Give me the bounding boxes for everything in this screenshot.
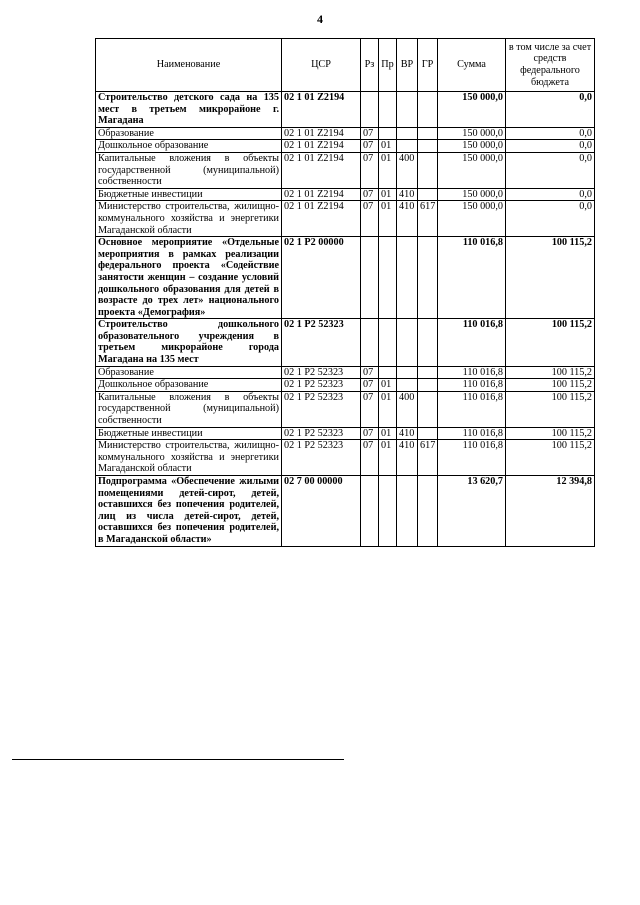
cell-name: Бюджетные инвестиции [96,427,282,440]
cell-vr [397,140,418,153]
cell-pr [379,476,397,547]
cell-rz: 07 [361,127,379,140]
table-row [96,237,595,319]
page-number: 4 [317,12,323,26]
cell-vr [397,379,418,392]
cell-gr: 617 [418,201,438,237]
cell-rz: 07 [361,188,379,201]
cell-vr [397,92,418,128]
cell-gr [418,127,438,140]
cell-gr [418,188,438,201]
table-body [96,92,595,547]
cell-name: Министерство строительства, жилищно-коммунального хозяйства и энергетики Магаданской области [96,201,282,237]
cell-gr [418,427,438,440]
table-row [96,127,595,140]
cell-federal: 0,0 [506,188,595,201]
cell-sum: 110 016,8 [438,366,506,379]
cell-rz: 07 [361,391,379,427]
cell-sum: 150 000,0 [438,127,506,140]
cell-pr: 01 [379,379,397,392]
cell-rz: 07 [361,366,379,379]
cell-csr: 02 1 P2 52323 [282,440,361,476]
cell-vr: 410 [397,440,418,476]
cell-federal: 100 115,2 [506,366,595,379]
cell-vr: 410 [397,427,418,440]
footnote-divider [12,759,344,760]
cell-pr [379,237,397,319]
cell-csr: 02 1 01 Z2194 [282,92,361,128]
cell-name: Министерство строительства, жилищно-коммунального хозяйства и энергетики Магаданской области [96,440,282,476]
cell-name: Основное мероприятие «Отдельные мероприятия в рамках реализации федерального проекта «Содействие занятости женщин – создание условий дошкольного образования для детей в возрасте до трех лет» национального проекта «Демография» [96,237,282,319]
header-rz: Рз [361,39,379,92]
cell-name: Дошкольное образование [96,379,282,392]
cell-csr: 02 1 01 Z2194 [282,201,361,237]
table-header-row [96,39,595,92]
cell-rz: 07 [361,152,379,188]
cell-csr: 02 1 P2 52323 [282,379,361,392]
budget-table [95,38,595,547]
cell-vr: 410 [397,201,418,237]
cell-sum: 150 000,0 [438,188,506,201]
cell-gr [418,391,438,427]
cell-federal: 100 115,2 [506,237,595,319]
table-row [96,188,595,201]
cell-sum: 110 016,8 [438,237,506,319]
cell-pr: 01 [379,140,397,153]
cell-pr: 01 [379,427,397,440]
cell-pr: 01 [379,391,397,427]
cell-federal: 0,0 [506,140,595,153]
cell-rz: 07 [361,140,379,153]
cell-vr [397,237,418,319]
cell-rz [361,92,379,128]
table-row [96,379,595,392]
cell-csr: 02 1 01 Z2194 [282,152,361,188]
cell-csr: 02 1 P2 52323 [282,391,361,427]
header-name: Наименование [96,39,282,92]
cell-vr: 400 [397,152,418,188]
table-row [96,476,595,547]
table-row [96,319,595,366]
table-row [96,427,595,440]
cell-csr: 02 1 P2 00000 [282,237,361,319]
cell-csr: 02 1 01 Z2194 [282,140,361,153]
cell-sum: 110 016,8 [438,440,506,476]
table-row [96,440,595,476]
header-pr: Пр [379,39,397,92]
cell-name: Капитальные вложения в объекты государственной (муниципальной) собственности [96,152,282,188]
cell-name: Образование [96,127,282,140]
cell-gr [418,237,438,319]
cell-name: Бюджетные инвестиции [96,188,282,201]
cell-federal: 0,0 [506,152,595,188]
cell-rz: 07 [361,440,379,476]
cell-pr: 01 [379,188,397,201]
cell-federal: 100 115,2 [506,440,595,476]
cell-pr [379,366,397,379]
cell-federal: 0,0 [506,92,595,128]
cell-csr: 02 1 P2 52323 [282,366,361,379]
cell-csr: 02 1 01 Z2194 [282,188,361,201]
cell-rz: 07 [361,201,379,237]
cell-name: Дошкольное образование [96,140,282,153]
cell-vr: 400 [397,391,418,427]
cell-sum: 110 016,8 [438,319,506,366]
cell-federal: 0,0 [506,127,595,140]
cell-sum: 110 016,8 [438,379,506,392]
header-sum: Сумма [438,39,506,92]
cell-sum: 150 000,0 [438,152,506,188]
cell-gr: 617 [418,440,438,476]
cell-name: Образование [96,366,282,379]
cell-name: Капитальные вложения в объекты государственной (муниципальной) собственности [96,391,282,427]
cell-sum: 13 620,7 [438,476,506,547]
cell-sum: 110 016,8 [438,427,506,440]
cell-federal: 12 394,8 [506,476,595,547]
cell-vr [397,319,418,366]
cell-rz: 07 [361,379,379,392]
cell-rz [361,237,379,319]
cell-csr: 02 1 P2 52323 [282,427,361,440]
header-csr: ЦСР [282,39,361,92]
cell-vr [397,127,418,140]
cell-pr: 01 [379,440,397,476]
cell-gr [418,366,438,379]
cell-sum: 150 000,0 [438,201,506,237]
table-row [96,152,595,188]
cell-name: Строительство дошкольного образовательного учреждения в третьем микрорайоне города Магадана на 135 мест [96,319,282,366]
table-row [96,140,595,153]
cell-pr [379,92,397,128]
cell-pr: 01 [379,152,397,188]
cell-federal: 0,0 [506,201,595,237]
table-row [96,201,595,237]
cell-federal: 100 115,2 [506,319,595,366]
cell-csr: 02 7 00 00000 [282,476,361,547]
cell-pr [379,127,397,140]
cell-vr [397,476,418,547]
cell-gr [418,379,438,392]
table-row [96,366,595,379]
header-federal: в том числе за счет средств федерального бюджета [506,39,595,92]
cell-csr: 02 1 P2 52323 [282,319,361,366]
cell-sum: 150 000,0 [438,92,506,128]
cell-vr [397,366,418,379]
table-row [96,92,595,128]
cell-rz [361,319,379,366]
cell-gr [418,476,438,547]
cell-pr [379,319,397,366]
table-row [96,391,595,427]
cell-pr: 01 [379,201,397,237]
cell-sum: 110 016,8 [438,391,506,427]
cell-rz [361,476,379,547]
cell-gr [418,319,438,366]
header-vr: ВР [397,39,418,92]
header-gr: ГР [418,39,438,92]
cell-csr: 02 1 01 Z2194 [282,127,361,140]
cell-sum: 150 000,0 [438,140,506,153]
cell-gr [418,152,438,188]
cell-name: Подпрограмма «Обеспечение жилыми помещениями детей-сирот, детей, оставшихся без попечения родителей, лиц из числа детей-сирот, детей, оставшихся без попечения родителей, в Магаданской области» [96,476,282,547]
cell-name: Строительство детского сада на 135 мест в третьем микрорайоне г. Магадана [96,92,282,128]
cell-federal: 100 115,2 [506,379,595,392]
cell-federal: 100 115,2 [506,391,595,427]
cell-gr [418,140,438,153]
cell-federal: 100 115,2 [506,427,595,440]
cell-vr: 410 [397,188,418,201]
cell-rz: 07 [361,427,379,440]
cell-gr [418,92,438,128]
